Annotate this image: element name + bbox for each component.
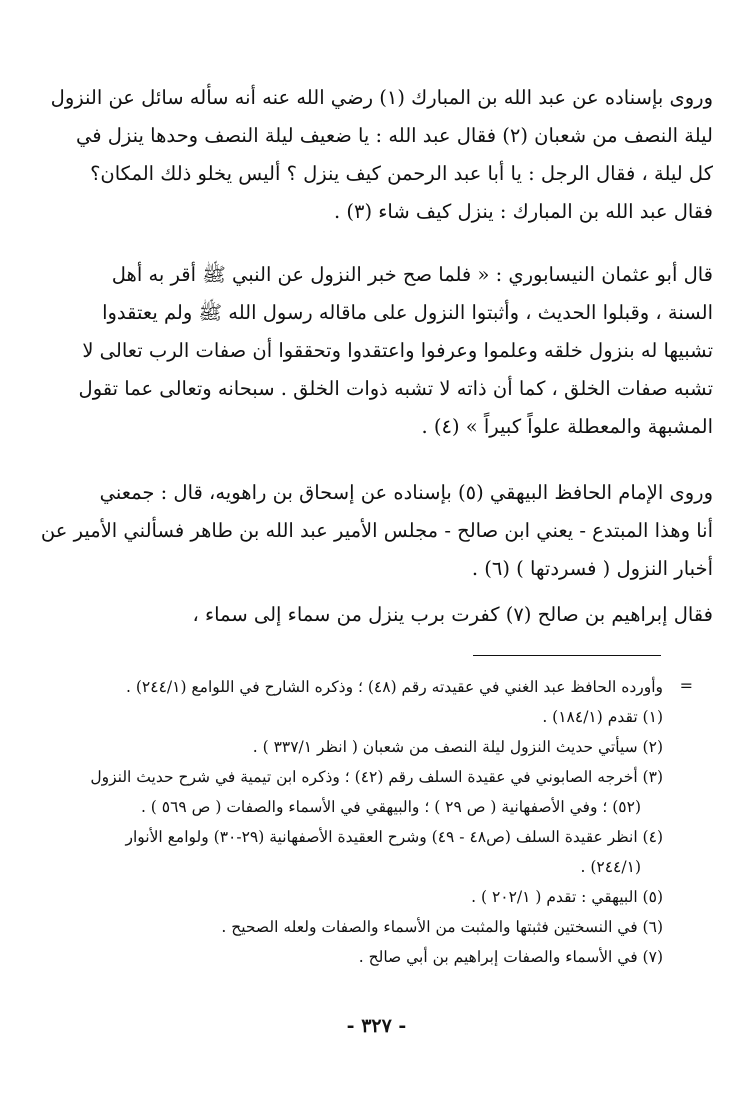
text-line: تشبه صفات الخلق ، كما أن ذاته لا تشبه ذوات الخلق . سبحانه وتعالى عما تقول xyxy=(78,377,713,400)
text-line: السنة ، وقبلوا الحديث ، وأثبتوا النزول على ماقاله رسول الله ﷺ ولم يعتقدوا xyxy=(102,301,713,324)
footnote-item: وأورده الحافظ عبد الغني في عقيدته رقم (٤٨) ؛ وذكره الشارح في اللوامع (٢٤٤/١) . xyxy=(126,678,663,696)
footnotes-list xyxy=(52,672,663,972)
footnote-item-continued: (٢٤٤/١) . xyxy=(580,858,641,876)
text-line: فقال إبراهيم بن صالح (٧) كفرت برب ينزل من سماء إلى سماء ، xyxy=(192,603,713,626)
text-line: المشبهة والمعطلة علواً كبيراً » (٤) . xyxy=(421,415,713,438)
footnote-continuation-mark: = xyxy=(679,676,693,695)
text-line: كل ليلة ، فقال الرجل : يا أبا عبد الرحمن كيف ينزل ؟ أليس يخلو ذلك المكان؟ xyxy=(90,162,713,185)
paragraph-ibrahim-ibn-salih xyxy=(40,596,713,634)
footnote-item: (٤) انظر عقيدة السلف (ص٤٨ - ٤٩) وشرح العقيدة الأصفهانية (٢٩-٣٠) ولوامع الأنوار xyxy=(125,828,663,846)
paragraph-bayhaqi xyxy=(40,474,713,588)
text-line: ليلة النصف من شعبان (٢) فقال عبد الله : يا ضعيف ليلة النصف وحدها ينزل في xyxy=(75,124,713,147)
footnote-item: (٣) أخرجه الصابوني في عقيدة السلف رقم (٤٢) ؛ وذكره ابن تيمية في شرح حديث النزول xyxy=(90,768,663,786)
text-line: أخبار النزول ( فسردتها ) (٦) . xyxy=(471,557,713,580)
page-number: - ٣٢٧ - xyxy=(346,1015,407,1037)
footnote-separator xyxy=(473,655,661,656)
footnote-item: (٦) في النسختين فثبتها والمثبت من الأسماء والصفات ولعله الصحيح . xyxy=(221,918,663,936)
text-line: وروى الإمام الحافظ البيهقي (٥) بإسناده عن إسحاق بن راهويه، قال : جمعني xyxy=(99,481,713,504)
paragraph-ibn-al-mubarak xyxy=(40,79,713,231)
footnote-item: (٢) سيأتي حديث النزول ليلة النصف من شعبان ( انظر ٣٣٧/١ ) . xyxy=(252,738,663,756)
footnote-item: (٧) في الأسماء والصفات إبراهيم بن أبي صالح . xyxy=(358,948,663,966)
footnote-item-continued: (٥٢) ؛ وفي الأصفهانية ( ص ٢٩ ) ؛ والبيهقي في الأسماء والصفات ( ص ٥٦٩ ) . xyxy=(140,798,641,816)
footnote-item: (٥) البيهقي : تقدم ( ٢٠٢/١ ) . xyxy=(471,888,663,906)
text-line: فقال عبد الله بن المبارك : ينزل كيف شاء (٣) . xyxy=(333,200,713,223)
text-line: وروى بإسناده عن عبد الله بن المبارك (١) رضي الله عنه أنه سأله سائل عن النزول xyxy=(50,86,713,109)
text-line: تشبيها له بنزول خلقه وعلموا وعرفوا واعتقدوا وتحققوا أن صفات الرب تعالى لا xyxy=(82,339,713,362)
footnote-item: (١) تقدم (١٨٤/١) . xyxy=(542,708,663,726)
paragraph-abu-uthman xyxy=(40,256,713,446)
text-line: أنا وهذا المبتدع - يعني ابن صالح - مجلس الأمير عبد الله بن طاهر فسألني الأمير عن xyxy=(40,519,713,542)
text-line: قال أبو عثمان النيسابوري : « فلما صح خبر النزول عن النبي ﷺ أقر به أهل xyxy=(111,263,713,286)
